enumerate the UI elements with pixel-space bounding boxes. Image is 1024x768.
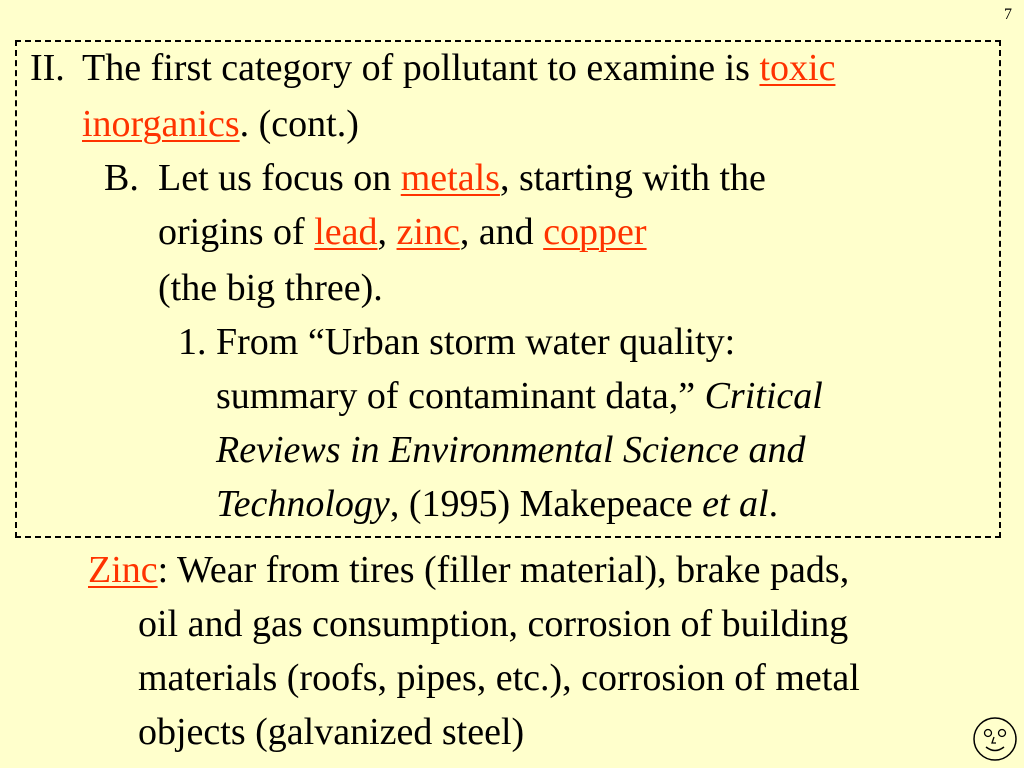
citation-et-al: et al [702,483,769,525]
item-1-line1: From “Urban storm water quality: [216,321,736,363]
item-b-line1-pre: Let us focus on [158,157,401,199]
term-toxic: toxic [759,47,836,89]
item-ii-line2-text: . (cont.) [239,103,359,145]
smiley-face-icon[interactable] [972,716,1018,762]
term-metals: metals [400,157,500,199]
item-1-marker: 1. [178,321,207,363]
citation-year-author: , (1995) Makepeace [389,483,703,525]
item-1-line2 [216,374,823,418]
zinc-para-line3: materials (roofs, pipes, etc.), corrosion of metal [138,657,860,699]
term-zinc-heading: Zinc [88,549,158,591]
item-b-line2-pre: origins of [158,211,315,253]
item-ii-marker: II. [30,47,65,89]
item-ii-line1-text: The first category of pollutant to examine is [82,47,760,89]
zinc-para-line2: oil and gas consumption, corrosion of building [138,603,849,645]
slide-number: 7 [1004,6,1012,23]
item-b-line1 [158,156,766,200]
zinc-para-line1-text: : Wear from tires (filler material), brake pads, [157,549,850,591]
item-1-line4 [216,482,778,526]
item-b-line1-post: , starting with the [499,157,766,199]
citation-journal-part2: Reviews in Environmental Science and [216,429,806,471]
citation-end: . [768,483,779,525]
citation-journal-part1: Critical [704,375,823,417]
item-ii-line1 [82,46,835,90]
zinc-para-line4: objects (galvanized steel) [138,711,525,753]
item-ii-line2 [82,102,359,146]
term-inorganics: inorganics [82,103,240,145]
citation-journal-part3: Technology [216,483,390,525]
item-b-marker: B. [104,157,139,199]
item-b-line2 [158,210,647,254]
term-lead: lead [314,211,378,253]
term-zinc: zinc [396,211,460,253]
term-copper: copper [543,211,647,253]
zinc-para-line1 [88,548,849,592]
item-b-line2-sep2: , and [459,211,544,253]
item-1-line2-pre: summary of contaminant data,” [216,375,705,417]
item-b-line2-sep1: , [377,211,397,253]
item-b-line3: (the big three). [158,267,383,309]
